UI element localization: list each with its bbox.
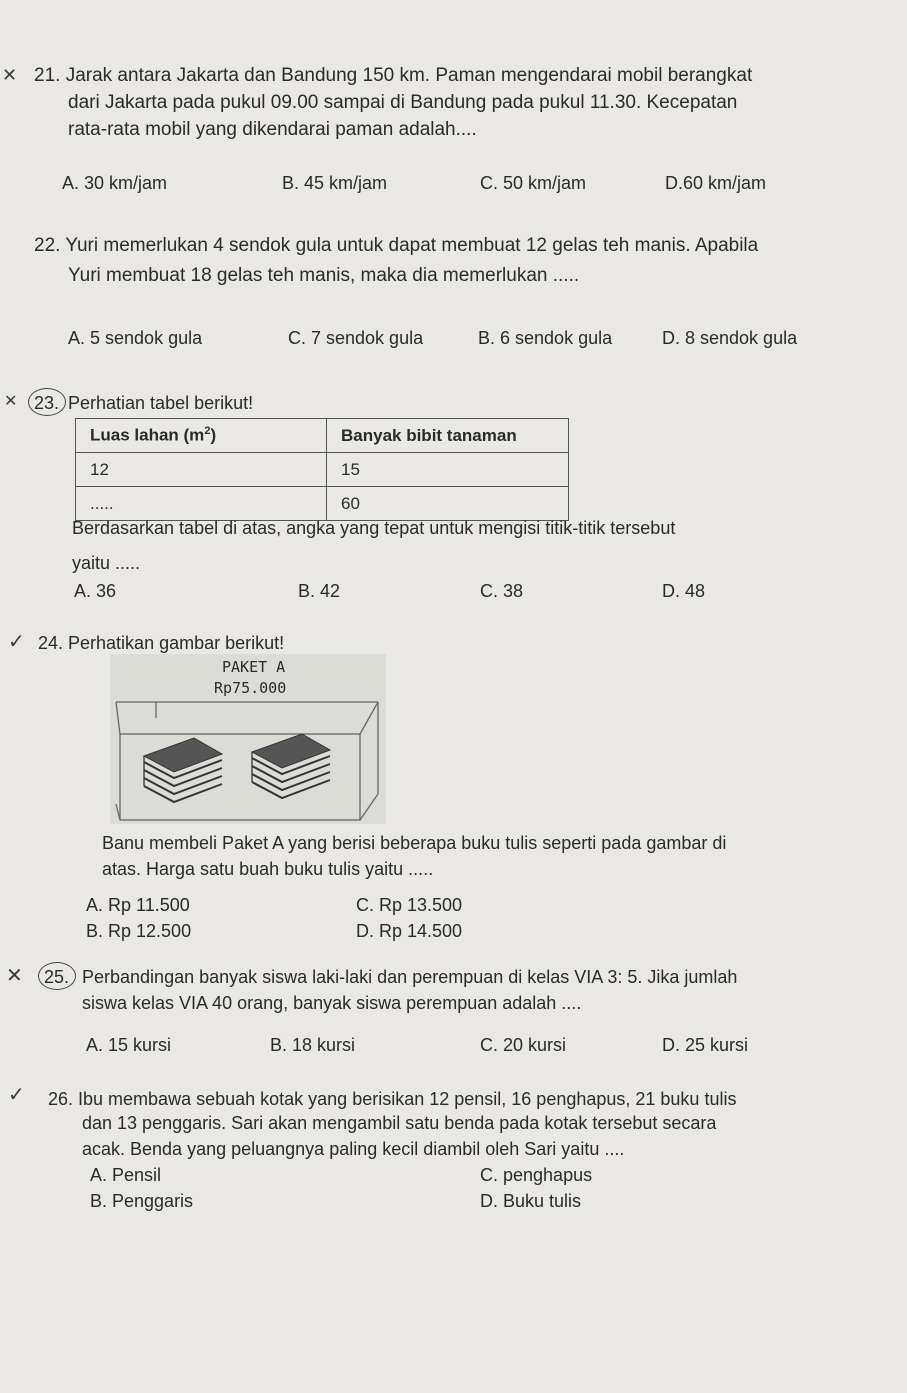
q22-option-b[interactable]: B. 6 sendok gula	[478, 328, 613, 348]
q21-option-d[interactable]: D.60 km/jam	[665, 173, 767, 193]
table-header-row	[76, 419, 569, 453]
q23-line1: Berdasarkan tabel di atas, angka yang tepat untuk mengisi titik-titik tersebut	[72, 518, 676, 538]
q24-option-c[interactable]: C. Rp 13.500	[356, 895, 463, 915]
q26-option-d[interactable]: D. Buku tulis	[480, 1191, 582, 1211]
q24-line1: Banu membeli Paket A yang berisi beberapa buku tulis seperti pada gambar di	[102, 833, 727, 853]
q22-option-a[interactable]: A. 5 sendok gula	[68, 328, 203, 348]
q24-option-d[interactable]: D. Rp 14.500	[356, 921, 463, 941]
q21-line1: 21. Jarak antara Jakarta dan Bandung 150 km. Paman mengendarai mobil berangkat	[34, 65, 753, 86]
q22-line2: Yuri membuat 18 gelas teh manis, maka dia memerlukan .....	[68, 265, 580, 286]
q23-number: 23.	[34, 393, 60, 413]
q23-line2: yaitu .....	[72, 553, 141, 573]
q26-line2: dan 13 penggaris. Sari akan mengambil satu benda pada kotak tersebut secara	[82, 1113, 717, 1133]
q23-option-d[interactable]: D. 48	[662, 581, 706, 601]
package-name: PAKET A	[222, 658, 286, 676]
q23-intro: Perhatian tabel berikut!	[68, 393, 254, 413]
table-cell: 12	[76, 453, 327, 487]
q23-option-c[interactable]: C. 38	[480, 581, 524, 601]
q22-line1: 22. Yuri memerlukan 4 sendok gula untuk dapat membuat 12 gelas teh manis. Apabila	[34, 235, 759, 256]
package-price: Rp75.000	[214, 679, 287, 697]
table-row	[76, 487, 569, 521]
table-cell: 60	[327, 487, 569, 521]
q25-option-a[interactable]: A. 15 kursi	[86, 1035, 172, 1055]
table-cell: .....	[76, 487, 327, 521]
q21-option-b[interactable]: B. 45 km/jam	[282, 173, 388, 193]
cross-mark-icon: ✕	[4, 393, 18, 410]
q26-line3: acak. Benda yang peluangnya paling kecil diambil oleh Sari yaitu ....	[82, 1139, 625, 1159]
q25-line2: siswa kelas VIA 40 orang, banyak siswa perempuan adalah ....	[82, 993, 582, 1013]
q26-option-b[interactable]: B. Penggaris	[90, 1191, 194, 1211]
header-area: Luas lahan $(m^2)$	[76, 419, 327, 453]
q26-option-c[interactable]: C. penghapus	[480, 1165, 593, 1185]
header-seeds: Banyak bibit tanaman	[327, 419, 569, 453]
q21-option-a[interactable]: A. 30 km/jam	[62, 173, 168, 193]
check-mark-icon: ✓	[8, 631, 25, 653]
check-mark-icon: ✓	[8, 1084, 25, 1106]
q21-line3: rata-rata mobil yang dikendarai paman adalah....	[68, 119, 477, 140]
q22-option-d[interactable]: D. 8 sendok gula	[662, 328, 798, 348]
q25-line1: Perbandingan banyak siswa laki-laki dan perempuan di kelas VIA 3: 5. Jika jumlah	[82, 967, 738, 987]
q25-number: 25.	[44, 967, 70, 987]
table-row	[76, 453, 569, 487]
q24-line2: atas. Harga satu buah buku tulis yaitu .....	[102, 859, 434, 879]
q22-option-c[interactable]: C. 7 sendok gula	[288, 328, 424, 348]
q24-intro: 24. Perhatikan gambar berikut!	[38, 633, 285, 653]
q21-option-c[interactable]: C. 50 km/jam	[480, 173, 587, 193]
q26-line1: 26. Ibu membawa sebuah kotak yang berisikan 12 pensil, 16 penghapus, 21 buku tulis	[48, 1089, 737, 1109]
q21-line2: dari Jakarta pada pukul 09.00 sampai di Bandung pada pukul 11.30. Kecepatan	[68, 92, 738, 113]
table-cell: 15	[327, 453, 569, 487]
q25-option-b[interactable]: B. 18 kursi	[270, 1035, 356, 1055]
cross-mark-icon: ✕	[2, 65, 18, 85]
q24-option-a[interactable]: A. Rp 11.500	[86, 895, 190, 915]
q25-option-d[interactable]: D. 25 kursi	[662, 1035, 749, 1055]
q26-option-a[interactable]: A. Pensil	[90, 1165, 162, 1185]
q24-option-b[interactable]: B. Rp 12.500	[86, 921, 192, 941]
seed-table	[75, 418, 569, 521]
q23-option-a[interactable]: A. 36	[74, 581, 117, 601]
q23-option-b[interactable]: B. 42	[298, 581, 341, 601]
package-picture	[110, 654, 386, 824]
q25-option-c[interactable]: C. 20 kursi	[480, 1035, 567, 1055]
cross-mark-icon: ✕	[6, 965, 23, 987]
